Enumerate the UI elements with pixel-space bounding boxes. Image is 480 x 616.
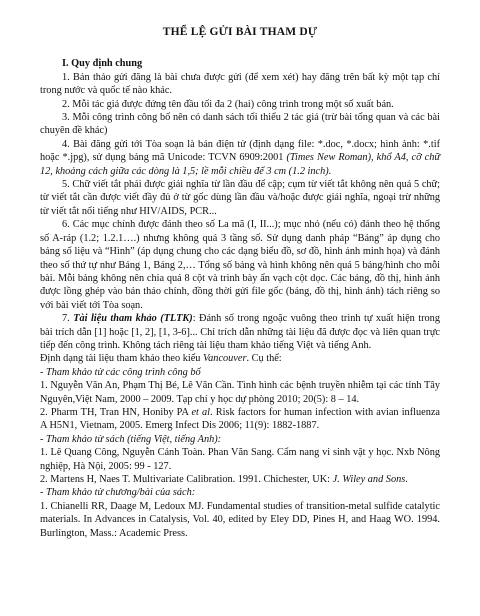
reference-text: 2. Pharm TH, Tran HN, Honiby PA: [40, 406, 192, 418]
rule-paragraph-5: 5. Chữ viết tắt phải được giải nghĩa từ lần đầu để cập; cụm từ viết tắt không nên quá 5 chữ; từ viết tắt cần được viết đầy đủ ở từ gốc dùng lần đầu và/hoặc được giải nghĩa, ngoại trừ những từ viết tắt nổi tiếng như HIV/AIDS, PCR...: [40, 179, 440, 217]
rule-7-text: : Đánh số trong ngoặc vuông theo trình tự xuất hiện trong bài trích dẫn [1] hoặc [1, 2], [1, 3-6]... Chỉ trích dẫn những tài liệu đã được đọc và liên quan trực tiếp đến công trình. Không tách riêng tài liệu tham khảo tiếng Việt và tiếng Anh.: [40, 313, 440, 351]
section-heading: I. Quy định chung: [62, 58, 143, 70]
reference-italic: J. Wiley and Sons: [332, 474, 406, 485]
reference-text: .: [405, 474, 408, 485]
reference-text: 2. Martens H, Naes T. Multivariate Calibration. 1991. Chichester, UK:: [40, 474, 333, 485]
subheading-book-chapters: - Tham khảo từ chương/bài của sách:: [40, 487, 196, 499]
reference-item: 1. Nguyễn Văn An, Phạm Thị Bé, Lê Văn Cần. Tình hình các bệnh truyền nhiễm tại các tỉnh Tây Nguyên,Việt Nam, 2000 – 2009. Tạp chí y học dự phòng 2010; 20(5): 8 – 14.: [40, 380, 440, 405]
vancouver-tail: . Cụ thể:: [246, 353, 282, 365]
vancouver-style: Vancouver: [203, 353, 247, 365]
subheading-books: - Tham khảo từ sách (tiếng Việt, tiếng Anh):: [40, 433, 222, 445]
rule-paragraph-7: [40, 312, 440, 352]
rule-4-italic-text: (Times New Roman), khổ A4, cỡ chữ 12, khoảng cách giữa các dòng là 1,5; lề mỗi chiều để 3 cm (1.2 inch).: [40, 152, 440, 177]
reference-italic: et al: [191, 406, 211, 418]
rule-paragraph-4: [40, 138, 440, 178]
rule-4-text: 4. Bài đăng gửi tới Tòa soạn là bản điện tử (định dạng file: *.doc, *.docx; hình ảnh: *.tif hoặc *.jpg), sử dụng bảng mã Unicode: TCVN 6909:2001: [40, 138, 440, 164]
rule-paragraph-6: 6. Các mục chính được đánh theo số La mã (I, II...); mục nhỏ (nếu có) đánh theo hệ thống số A-ráp (1.2; 1.2.1….) nhưng không quá 3 tầng số. Sử dụng danh pháp “Bảng” áp dụng cho bảng số liệu và “Hình” (áp dụng chung cho các dạng biểu đồ, sơ đồ, hình ảnh minh họa) và đánh theo số thứ tự như Bảng 1, Bảng 2,… Tổng số bảng và hình không nên quá 5 bảng/hình cho mỗi bài. Mỗi bảng không nên chia quá 8 cột và trình bày ẩn vạch cột dọc. Các bảng, đồ thị, hình ảnh được lồng ghép vào bản thảo chính, đồng thời gửi file gốc (bảng, đồ thị, hình ảnh) tách riêng so với bài viết tới Tòa soạn.: [40, 219, 440, 311]
rule-paragraph-1: 1. Bản thảo gửi đăng là bài chưa được gửi (để xem xét) hay đăng trên bất kỳ một tạp chí trong nước và quốc tế nào khác.: [40, 71, 440, 97]
reference-item: [40, 473, 440, 486]
reference-text: . Risk factors for human infection with avian influenza A H5N1, Vietnam, 2005. Emerg Infect Dis 2006; 11(9): 1882-1887.: [40, 406, 440, 432]
subheading-published-works: - Tham khảo từ các công trình công bố: [40, 366, 201, 378]
rule-7-label: Tài liệu tham khảo (TLTK): [73, 313, 193, 325]
reference-item: 1. Lê Quang Công, Nguyễn Cảnh Toàn. Phan Văn Sang. Cẩm nang vi sinh vật y học. Nxb Nông nghiệp, Hà Nội, 2005: 99 - 127.: [40, 447, 440, 472]
page-title: THỂ LỆ GỬI BÀI THAM DỰ: [162, 26, 318, 38]
rule-7-number: 7.: [62, 313, 74, 325]
rule-paragraph-2: 2. Mỗi tác giả được đứng tên đầu tối đa 2 (hai) công trình trong một số xuất bản.: [62, 98, 394, 110]
vancouver-line: [40, 352, 440, 365]
reference-item: 1. Chianelli RR, Daage M, Ledoux MJ. Fundamental studies of transition-metal sulfide catalytic materials. In Advances in Catalysis, Vol. 40, edited by Eley DD, Pines H, and Haag WO. 1994. Burlington, Mass.: Academic Press.: [40, 500, 440, 539]
rule-paragraph-3: 3. Mỗi công trình công bố nên có danh sách tối thiểu 2 tác giả (trừ bài tổng quan và các bài chuyên đề khác): [40, 112, 440, 137]
vancouver-text: Định dạng tài liệu tham khảo theo kiểu: [40, 353, 203, 365]
reference-item: [40, 406, 440, 433]
